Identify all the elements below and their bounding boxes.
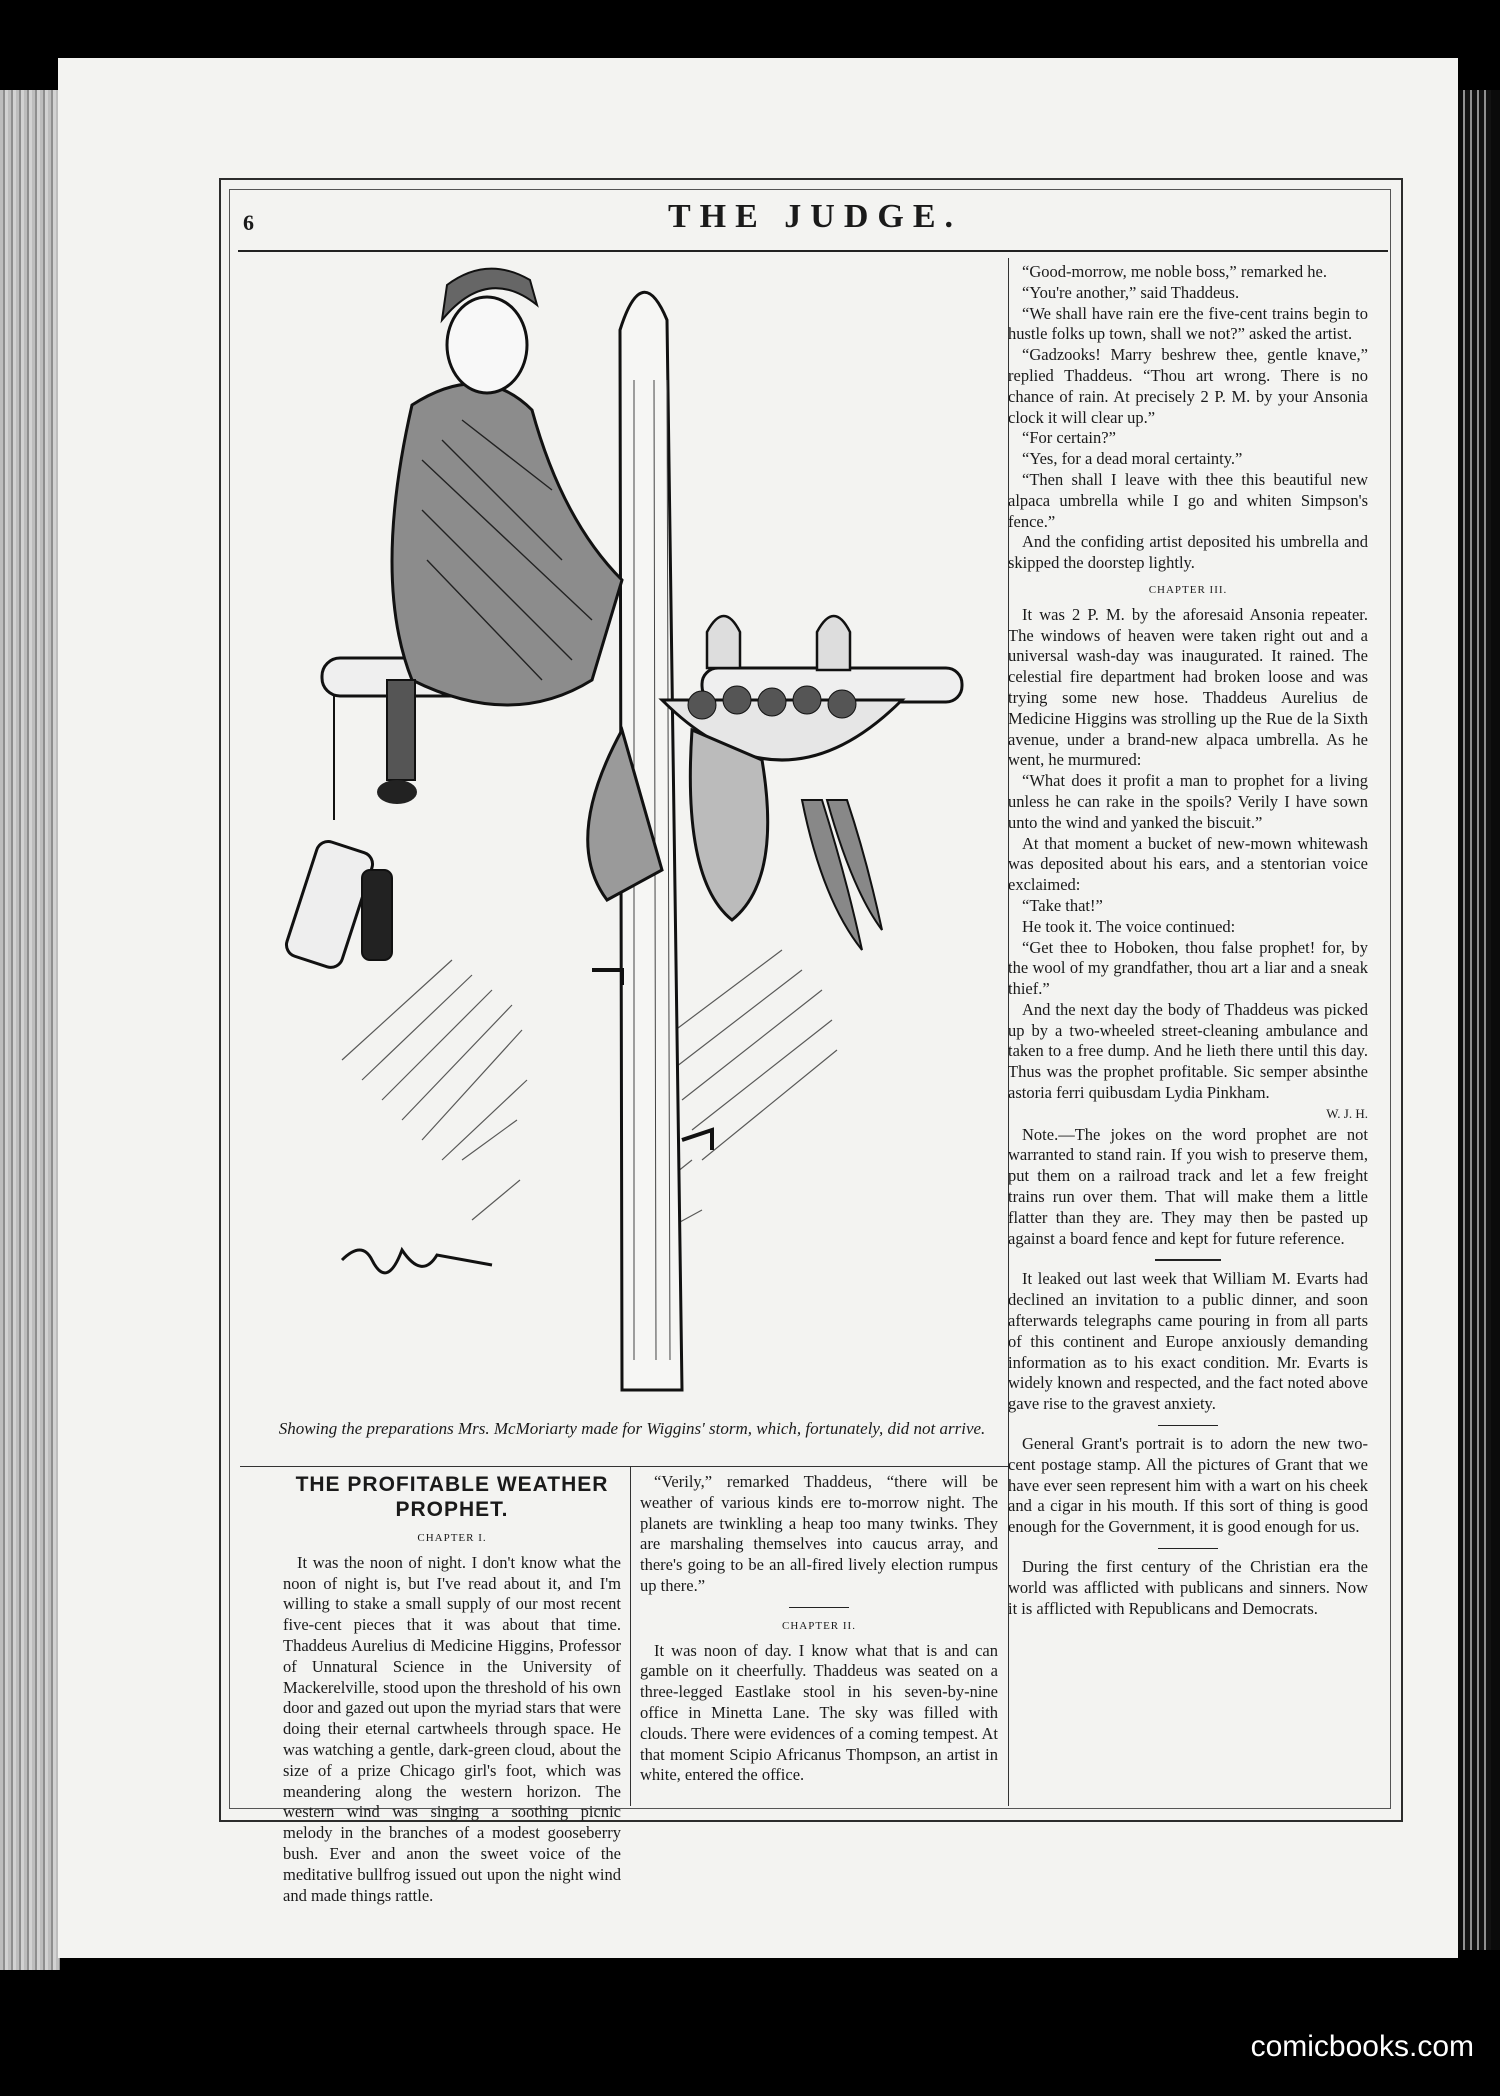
article-paragraph: “Verily,” remarked Thaddeus, “there will be weather of various kinds ere to-morrow night. The planets are twinkling a heap too many twinks. They are marshaling themselves into caucus array, and there's going to be an all-fired lively election rumpus up there.” (640, 1472, 998, 1595)
separator (1158, 1548, 1218, 1549)
article-column-1 (283, 1472, 621, 1905)
article-paragraph: “You're another,” said Thaddeus. (1022, 282, 1240, 302)
article-paragraph: “Then shall I leave with thee this beautiful new alpaca umbrella while I go and whiten Simpson's fence.” (1008, 469, 1368, 531)
news-item-evarts: It leaked out last week that William M. Evarts had declined an invitation to a public dinner, and soon afterwards telegraphs came pouring in from all parts of this continent and Europe anxiously demanding information as to his exact condition. Mr. Evarts is widely known and respected, and the fact noted above gave rise to the gravest anxiety. (1008, 1269, 1368, 1414)
page-number: 6 (243, 210, 254, 235)
next-page-edge (1458, 90, 1500, 1950)
site-watermark: comicbooks.com (1250, 2030, 1474, 2063)
article-paragraph: At that moment a bucket of new-mown whitewash was deposited about his ears, and a stentorian voice exclaimed: (1008, 833, 1368, 895)
article-paragraph: It was the noon of night. I don't know what the noon of night is, but I've read about it, and I'm willing to stake a small supply of our most recent five-cent pieces that it was about that time. Thaddeus Aurelius di Medicine Higgins, Professor of Unnatural Science in the University of Mackerelville, stood upon the threshold of his own door and gazed out upon the myriad stars that were doing their eternal cartwheels through space. He was watching a gentle, dark-green cloud, about the size of a prize Chicago girl's foot, which was meandering along the western horizon. The western wind was singing a soothing picnic melody in the branches of a modest gooseberry bush. Ever and anon the sweet voice of the meditative bullfrog issued out upon the night wind and made things rattle. (283, 1552, 621, 1905)
article-paragraph: “Take that!” (1022, 895, 1103, 915)
article-column-2 (640, 1472, 998, 1785)
woman-figure (392, 384, 622, 705)
column-rule-left (630, 1466, 631, 1806)
article-paragraph: “Get thee to Hoboken, thou false prophet! for, by the wool of my grandfather, thou art a liar and a sneak thief.” (1008, 937, 1368, 999)
chapter-heading: CHAPTER II. (782, 1619, 856, 1632)
article-paragraph: It was 2 P. M. by the aforesaid Ansonia repeater. The windows of heaven were taken right out and a universal wash-day was inaugurated. It rained. The celestial fire department had broken loose and was trying some new hose. Thaddeus Aurelius de Medicine Higgins was strolling up the Rue de la Sixth avenue, under a brand-new alpaca umbrella. As he went, he murmured: (1008, 604, 1368, 770)
article-paragraph: And the next day the body of Thaddeus was picked up by a two-wheeled street-cleaning ambulance and taken to a free dump. And he lieth there until this day. Thus was the prophet profitable. Sic semper absinthe astoria ferri quibusdam Lydia Pinkham. (1008, 999, 1368, 1103)
author-signature: W. J. H. (1326, 1105, 1368, 1121)
article-column-3 (1008, 262, 1368, 1802)
article-paragraph: “Gadzooks! Marry beshrew thee, gentle knave,” replied Thaddeus. “Thou art wrong. There is no chance of rain. At precisely 2 P. M. by your Ansonia clock it will clear up.” (1008, 345, 1368, 427)
news-item-grant: General Grant's portrait is to adorn the new two-cent postage stamp. All the pictures of Grant that we have ever seen represent him with a wart on his cheek and a cigar in his mouth. If this sort of thing is good enough for the Government, it is good enough for us. (1008, 1434, 1368, 1537)
separator (1155, 1259, 1221, 1261)
article-paragraph: “We shall have rain ere the five-cent trains begin to hustle folks up town, shall we not?” asked the artist. (1008, 303, 1368, 344)
news-item-publicans: During the first century of the Christian era the world was afflicted with publicans and sinners. Now it is afflicted with Republicans and Democrats. (1008, 1557, 1368, 1618)
article-paragraph: “Good-morrow, me noble boss,” remarked he. (1022, 262, 1328, 281)
illustration-caption: Showing the preparations Mrs. McMoriarty made for Wiggins' storm, which, fortunately, did not arrive. (278, 1419, 986, 1438)
cartoon-illustration (262, 260, 992, 1410)
book-spine (0, 90, 60, 1970)
article-paragraph: “For certain?” (1022, 428, 1116, 448)
separator (789, 1607, 849, 1608)
article-headline: THE PROFITABLE WEATHER PROPHET. (295, 1473, 609, 1521)
article-paragraph: “Yes, for a dead moral certainty.” (1022, 449, 1243, 469)
article-paragraph: It was noon of day. I know what that is and can gamble on it cheerfully. Thaddeus was seated on a three-legged Eastlake stool in his seven-by-nine office in Minetta Lane. The sky was filled with clouds. There were evidences of a coming tempest. At that moment Scipio Africanus Thompson, an artist in white, entered the office. (640, 1640, 998, 1785)
article-paragraph: “What does it profit a man to prophet for a living unless he can rake in the spoils? Verily I have sown unto the wind and yanked the biscuit.” (1008, 771, 1368, 832)
article-paragraph: And the confiding artist deposited his umbrella and skipped the doorstep lightly. (1008, 532, 1368, 573)
article-paragraph: He took it. The voice continued: (1022, 916, 1236, 936)
article-note: Note.—The jokes on the word prophet are not warranted to stand rain. If you wish to preserve them, put them on a railroad track and let a few freight trains run over them. That will make them a little flatter than they are. They may then be pasted up against a board fence and kept for future reference. (1008, 1124, 1368, 1248)
masthead-title: THE JUDGE. (667, 198, 963, 235)
header-rule (238, 250, 1388, 252)
caption-rule (240, 1466, 1010, 1467)
separator (1158, 1425, 1218, 1426)
chapter-heading: CHAPTER III. (1148, 583, 1228, 596)
chapter-heading: CHAPTER I. (417, 1532, 487, 1544)
